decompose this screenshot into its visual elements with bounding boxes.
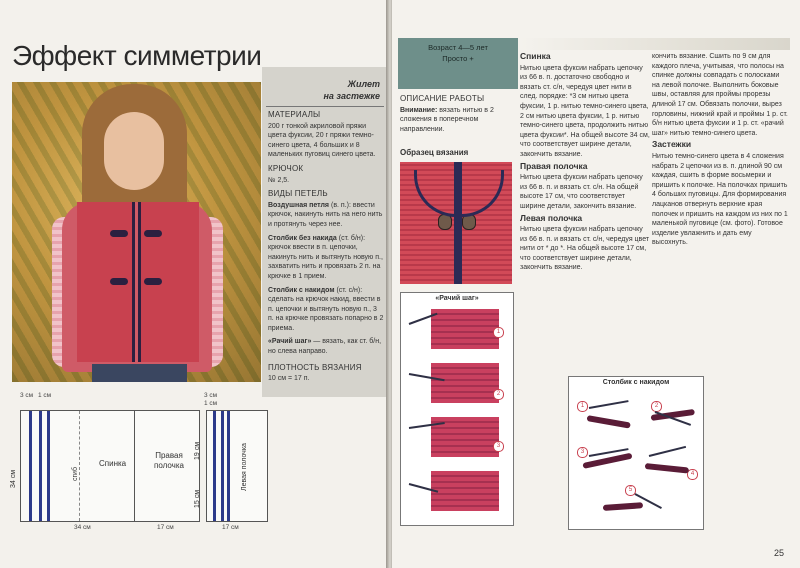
- clasp-text: Нитью темно-синего цвета в 4 сложения набрать 2 цепочки из в. п. длиной 90 см каждая, сшить в форме восьмерки и пришить к полочке. На полочках пришить 4 больших пуговицы. Для формирования лацканов отвернуть верхние края полочек и пришить на каждом из них по 1 маленькой пуговице (см. фото). Готовое изделие увлажнить и дать ему высохнуть.: [652, 152, 788, 247]
- instructions-col-1: [520, 52, 650, 275]
- assembly-text: кончить вязание. Сшить по 9 см для каждого плеча, учитывая, что полосы на спинке должны совпадать с полосками на левой полочке. Выполнить боковые швы, оставляя для проймы прорезы длиной 17 см. Обвязать полочки, вырез горловины, нижний край и проймы 1 р. ст. б/н нитью цвета фуксии и 1 р. ст. «рачий шаг» нитью темно-синего цвета.: [652, 53, 788, 137]
- double-crochet-chart: [568, 376, 704, 530]
- dim-1cm-b: 1 см: [204, 400, 218, 407]
- stitch-chart-title: Столбик с накидом: [602, 379, 670, 386]
- dim-34cm: 34 см: [74, 524, 91, 531]
- sample-heading: Образец вязания: [400, 148, 469, 157]
- crab-step-3: 3: [493, 441, 504, 452]
- divider: [266, 106, 384, 107]
- dim-15cm: 15 см: [194, 489, 201, 508]
- materials-heading: МАТЕРИАЛЫ: [268, 110, 321, 119]
- right-page: [392, 0, 800, 568]
- loop-single: Столбик без накида (ст. б/н): крючок ввести в п. цепочки, накинуть нить и вытянуть новую п., захватить нить и провязать 2 п. на крючке в 1 прием.: [268, 234, 383, 280]
- pattern-diagram: [12, 390, 367, 540]
- crab-step-1: 1: [493, 327, 504, 338]
- stitch-step-5: 5: [625, 485, 636, 496]
- page-title: Эффект симметрии: [12, 40, 262, 71]
- garment-title: Жилет на застежке: [323, 79, 380, 101]
- left-front-heading: Левая полочка: [520, 212, 583, 223]
- dim-34cm-vertical: 34 см: [10, 469, 17, 488]
- right-front-text: Нитью цвета фуксии набрать цепочку из 66 в. п. и вязать ст. с/н. На общей высоте 17 см, что соответствует ширине детали, закончить вязание.: [520, 174, 643, 210]
- dim-17cm-b: 17 см: [222, 524, 239, 531]
- right-front-heading: Правая полочка: [520, 160, 588, 171]
- stitch-step-2: 2: [651, 401, 662, 412]
- density-text: 10 см = 17 п.: [268, 375, 310, 383]
- crab-chart-title: «Рачий шаг»: [435, 295, 479, 302]
- back-text: Нитью цвета фуксии набрать цепочку из 66 в. п. достаточно свободно и вязать ст. с/н, чередуя цвет нити в след. порядке: *3 см нитью цвета фуксии, 1 р. нитью темно-синего цвета, 2 см нитью цвета фуксии, 1 р. нитью темно-синего цвета, продолжить нитью цвета фуксии*. На общей высоте 34 см, что соответствует ширине детали, закончить вязание.: [520, 64, 650, 158]
- materials-section: [268, 110, 384, 388]
- dim-3cm: 3 см: [20, 392, 34, 399]
- materials-text: 200 г тонкой акриловой пряжи цвета фуксии, 20 г пряжи темно-синего цвета, 4 больших и 8 маленьких пуговиц синего цвета.: [268, 122, 376, 159]
- instructions-col-2: [652, 52, 788, 250]
- dim-19cm: 19 см: [194, 441, 201, 460]
- stitch-step-4: 4: [687, 469, 698, 480]
- loop-double: Столбик с накидом (ст. с/н): сделать на крючок накид, ввести в п. цепочки и вытянуть новую п., 3 п. на крючке провязать попарно в 2 приема.: [268, 286, 384, 332]
- right-front-piece: [134, 410, 200, 522]
- work-heading: ОПИСАНИЕ РАБОТЫ: [400, 94, 485, 103]
- stitch-step-3: 3: [577, 447, 588, 458]
- level-text: Просто +: [442, 54, 474, 63]
- girl-in-vest-photo: [12, 82, 261, 382]
- crab-step-2: 2: [493, 389, 504, 400]
- dim-3cm-b: 3 см: [204, 392, 218, 399]
- dim-1cm: 1 см: [38, 392, 52, 399]
- hook-text: № 2,5.: [268, 176, 290, 184]
- work-description: [400, 94, 518, 137]
- loop-crab: «Рачий шаг» — вязать, как ст. б/н, но слева направо.: [268, 338, 382, 356]
- fold-label: сгиб: [72, 467, 79, 481]
- density-heading: ПЛОТНОСТЬ ВЯЗАНИЯ: [268, 362, 362, 372]
- attention-text: Внимание: вязать нитью в 2 сложения в поперечном направлении.: [400, 106, 494, 133]
- page-number: 25: [774, 548, 785, 558]
- age-text: Возраст 4—5 лет: [428, 43, 488, 52]
- knit-sample-photo: [400, 162, 512, 284]
- hook-heading: КРЮЧОК: [268, 163, 304, 173]
- loops-heading: ВИДЫ ПЕТЕЛЬ: [268, 189, 328, 199]
- left-front-piece: [206, 410, 268, 522]
- crab-stitch-chart: [400, 292, 514, 526]
- age-level: [402, 42, 514, 64]
- back-heading: Спинка: [520, 51, 551, 61]
- loop-chain: Воздушная петля (в. п.): ввести крючок, накинуть нить на него нить и протянуть через нее.: [268, 201, 383, 228]
- left-front-label: Левая полочка: [241, 443, 248, 491]
- right-front-label: Правая полочка: [154, 451, 184, 470]
- left-page: [0, 0, 389, 568]
- left-front-text: Нитью цвета фуксии набрать цепочку из 66 в. п. и вязать ст. с/н, чередуя цвет нити от * до *. На общей высоте 17 см, что соответствует ширине детали, закончить вязание.: [520, 226, 650, 272]
- back-label: Спинка: [99, 459, 127, 468]
- clasp-heading: Застежки: [652, 139, 692, 150]
- stitch-step-1: 1: [577, 401, 588, 412]
- dim-17cm-a: 17 см: [157, 524, 174, 531]
